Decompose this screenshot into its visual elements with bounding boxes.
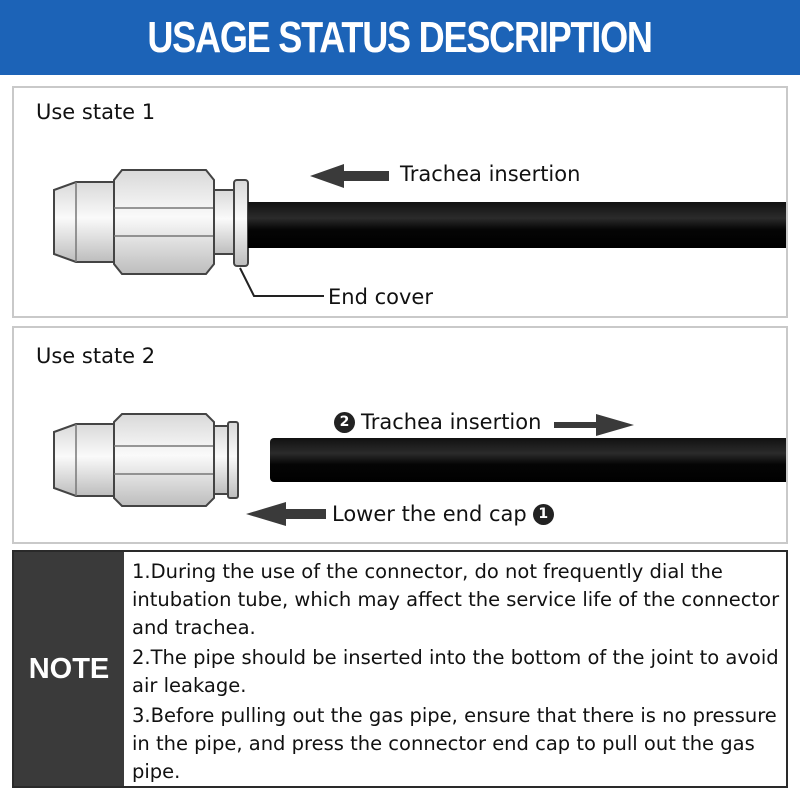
use-state-1-label: Use state 1 xyxy=(36,100,156,124)
note-item: 2.The pipe should be inserted into the bottom of the joint to avoid air leakage. xyxy=(132,646,779,697)
end-cover-leader-line xyxy=(240,268,324,296)
number-badge-1-icon: 1 xyxy=(533,504,554,525)
header-banner xyxy=(0,0,800,75)
lower-end-cap-callout: Lower the end cap 1 xyxy=(332,502,554,526)
page-title: USAGE STATUS DESCRIPTION xyxy=(147,12,653,62)
note-item: 3.Before pulling out the gas pipe, ensure that there is no pressure in the pipe, and press the connector end cap to pull out the gas pipe. xyxy=(132,704,777,783)
note-label-cell xyxy=(14,552,124,786)
trachea-tube xyxy=(248,202,788,248)
number-badge-2-icon: 2 xyxy=(334,412,355,433)
trachea-tube xyxy=(270,438,788,482)
use-state-2-label: Use state 2 xyxy=(36,344,156,368)
arrow-right-icon xyxy=(554,414,634,436)
arrow-left-icon xyxy=(246,502,326,526)
use-state-1-panel xyxy=(12,86,788,318)
note-item: 1.During the use of the connector, do not frequently dial the intubation tube, which may affect the service life of the connector and trachea. xyxy=(132,560,780,639)
note-box xyxy=(12,550,788,788)
connector-illustration-1 xyxy=(14,88,788,318)
arrow-left-icon xyxy=(310,164,389,188)
use-state-2-panel xyxy=(12,326,788,544)
trachea-insertion-callout-1: Trachea insertion xyxy=(400,162,581,186)
trachea-insertion-callout-2: 2 Trachea insertion xyxy=(334,410,541,434)
note-label: NOTE xyxy=(28,652,110,685)
end-cover-callout: End cover xyxy=(328,285,433,309)
note-body xyxy=(124,552,786,786)
